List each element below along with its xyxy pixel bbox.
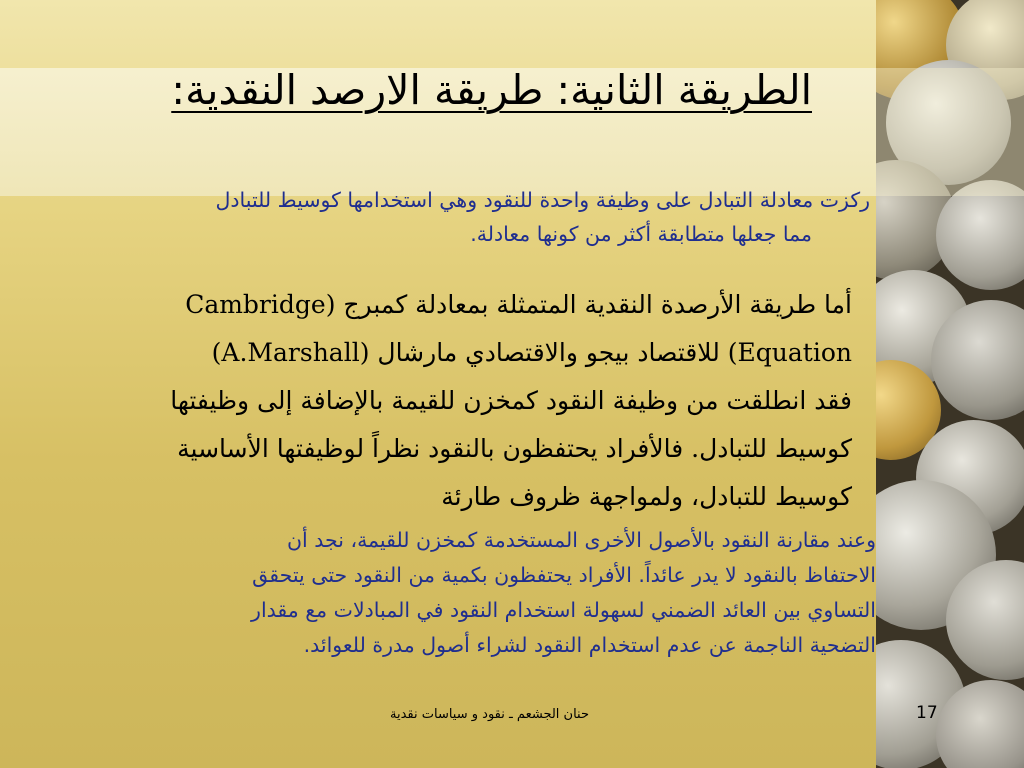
paragraph-2 — [14, 281, 852, 521]
paragraph-2-line-1: أما طريقة الأرصدة النقدية المتمثلة بمعادلة كمبرج (Cambridge — [185, 290, 852, 319]
coins-overlay — [876, 68, 1024, 196]
page-number: 17 — [916, 703, 938, 723]
coins-image — [876, 0, 1024, 768]
paragraph-3-line-2: الاحتفاظ بالنقود لا يدر عائداً. الأفراد يحتفظون بكمية من النقود حتى يتحقق — [252, 563, 876, 587]
paragraph-1 — [30, 183, 870, 251]
paragraph-1-line-1: ركزت معادلة التبادل على وظيفة واحدة للنقود وهي استخدامها كوسيط للتبادل — [215, 188, 870, 212]
footer-text: حنان الجشعم ـ نقود و سياسات نقدية — [390, 707, 590, 722]
paragraph-2-line-4: كوسيط للتبادل. فالأفراد يحتفظون بالنقود نظراً لوظيفتها الأساسية — [177, 434, 852, 463]
paragraph-2-line-5: كوسيط للتبادل، ولمواجهة ظروف طارئة — [441, 482, 852, 511]
paragraph-3 — [20, 523, 876, 663]
paragraph-2-line-3: فقد انطلقت من وظيفة النقود كمخزن للقيمة بالإضافة إلى وظيفتها — [170, 386, 852, 415]
paragraph-3-line-1: وعند مقارنة النقود بالأصول الأخرى المستخدمة كمخزن للقيمة، نجد أن — [286, 528, 876, 552]
paragraph-3-line-4: التضحية الناجمة عن عدم استخدام النقود لشراء أصول مدرة للعوائد. — [303, 633, 876, 657]
slide-title: الطريقة الثانية: طريقة الارصد النقدية: — [171, 66, 812, 114]
paragraph-3-line-3: التساوي بين العائد الضمني لسهولة استخدام النقود في المبادلات مع مقدار — [251, 598, 876, 622]
paragraph-1-line-2: مما جعلها متطابقة أكثر من كونها معادلة. — [470, 222, 812, 246]
paragraph-2-line-2: Equation) للاقتصاد بيجو والاقتصادي مارشال (A.Marshall) — [211, 338, 852, 367]
